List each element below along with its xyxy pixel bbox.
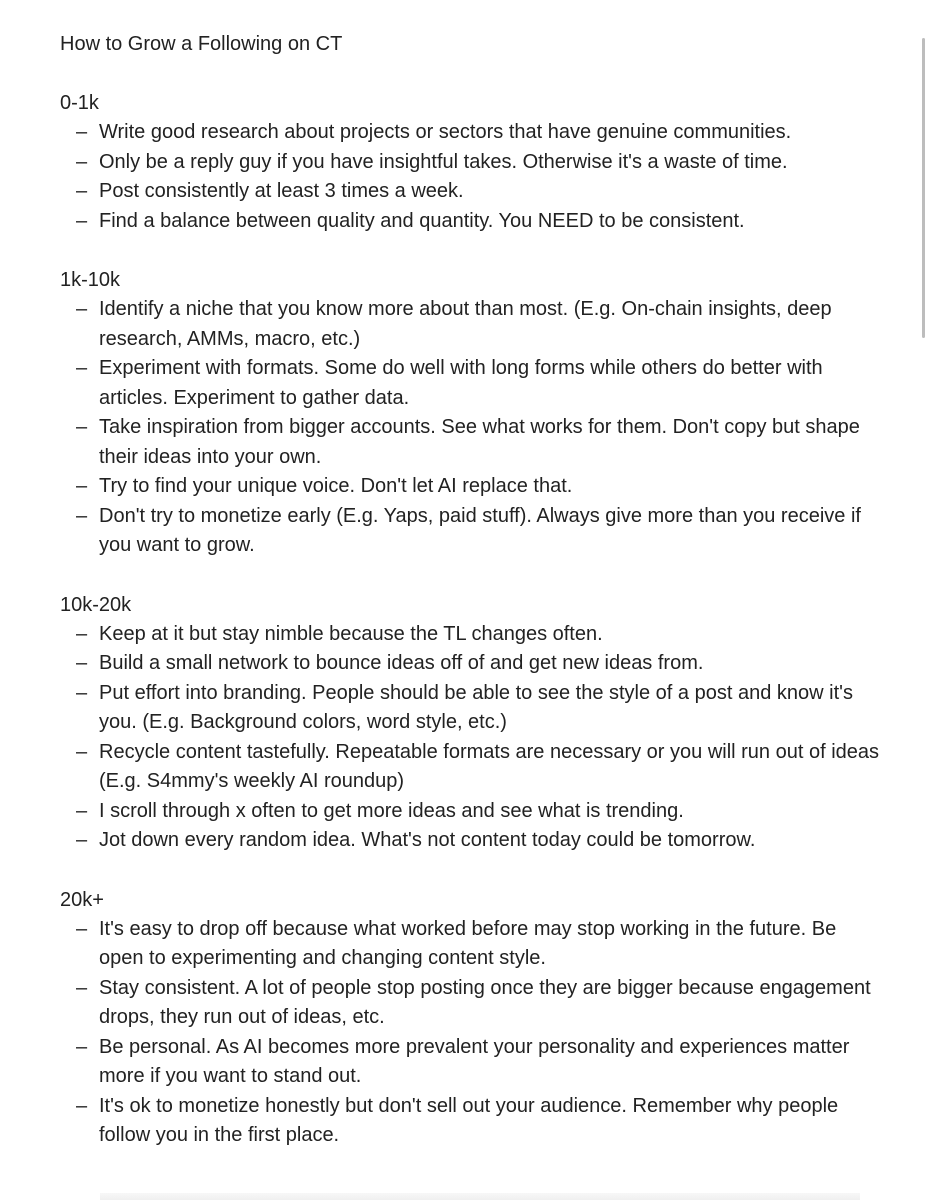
- list-item: [60, 826, 880, 856]
- list-item: [60, 797, 880, 827]
- bullet-list: [60, 295, 880, 561]
- list-item: [60, 915, 880, 974]
- list-item: [60, 649, 880, 679]
- dash-bullet-icon: –: [76, 740, 88, 763]
- dash-bullet-icon: –: [76, 357, 88, 379]
- list-item-text: Post consistently at least 3 times a week.: [99, 180, 464, 202]
- cut-off-text-line: [100, 1193, 860, 1200]
- section-heading: 1k-10k: [60, 269, 121, 291]
- section-heading: 10k-20k: [60, 593, 132, 616]
- dash-bullet-icon: –: [76, 829, 88, 851]
- list-item-text: Only be a reply guy if you have insightful takes. Otherwise it's a waste of time.: [99, 150, 788, 173]
- bullet-list: [60, 915, 880, 1151]
- list-item-text: Jot down every random idea. What's not content today could be tomorrow.: [99, 829, 756, 851]
- bullet-list: [60, 620, 880, 856]
- dash-bullet-icon: –: [76, 652, 88, 674]
- section-1k-10k: [60, 265, 880, 561]
- list-item: [60, 472, 880, 502]
- dash-bullet-icon: –: [76, 150, 88, 173]
- section-10k-20k: [60, 590, 880, 856]
- dash-bullet-icon: –: [76, 976, 88, 999]
- dash-bullet-icon: –: [76, 681, 88, 704]
- dash-bullet-icon: –: [76, 917, 88, 940]
- dash-bullet-icon: –: [76, 298, 88, 320]
- list-item: [60, 295, 880, 354]
- list-item-text: Find a balance between quality and quantity. You NEED to be consistent.: [99, 209, 745, 232]
- section-heading: 0-1k: [60, 92, 99, 114]
- list-item-text: Write good research about projects or sectors that have genuine communities.: [99, 121, 792, 143]
- list-item: [60, 118, 880, 148]
- note-title: How to Grow a Following on CT: [60, 33, 343, 55]
- list-item-text: It's ok to monetize honestly but don't sell out your audience. Remember why people follow you in the first place.: [99, 1094, 839, 1146]
- dash-bullet-icon: –: [76, 799, 88, 822]
- list-item: [60, 679, 880, 738]
- list-item: [60, 738, 880, 797]
- list-item-text: Recycle content tastefully. Repeatable formats are necessary or you will run out of ideas (E.g. S4mmy's weekly AI roundup): [99, 740, 880, 792]
- list-item: [60, 1092, 880, 1151]
- dash-bullet-icon: –: [76, 1094, 88, 1117]
- vertical-scrollbar[interactable]: [922, 38, 925, 338]
- dash-bullet-icon: –: [76, 504, 88, 527]
- list-item-text: Put effort into branding. People should be able to see the style of a post and know it's you. (E.g. Background colors, word style, etc.): [99, 681, 853, 733]
- dash-bullet-icon: –: [76, 622, 88, 645]
- list-item-text: Take inspiration from bigger accounts. See what works for them. Don't copy but shape their ideas into your own.: [99, 416, 860, 468]
- list-item-text: Experiment with formats. Some do well with long forms while others do better with articles. Experiment to gather data.: [99, 357, 823, 409]
- dash-bullet-icon: –: [76, 180, 88, 202]
- bullet-list: [60, 118, 880, 236]
- list-item: [60, 207, 880, 237]
- list-item-text: I scroll through x often to get more ideas and see what is trending.: [99, 799, 684, 822]
- list-item: [60, 413, 880, 472]
- list-item: [60, 354, 880, 413]
- list-item: [60, 502, 880, 561]
- list-item: [60, 177, 880, 207]
- dash-bullet-icon: –: [76, 121, 88, 143]
- list-item-text: Try to find your unique voice. Don't let AI replace that.: [99, 475, 573, 497]
- list-item: [60, 148, 880, 178]
- dash-bullet-icon: –: [76, 209, 88, 232]
- dash-bullet-icon: –: [76, 1035, 88, 1058]
- list-item-text: Don't try to monetize early (E.g. Yaps, paid stuff). Always give more than you receive if you want to grow.: [99, 504, 861, 556]
- section-0-1k: [60, 88, 880, 236]
- list-item: [60, 1033, 880, 1092]
- dash-bullet-icon: –: [76, 416, 88, 438]
- section-heading: 20k+: [60, 888, 104, 911]
- note-content[interactable]: [60, 29, 880, 1151]
- list-item-text: Keep at it but stay nimble because the TL changes often.: [99, 622, 603, 645]
- list-item-text: Be personal. As AI becomes more prevalent your personality and experiences matter more if you want to stand out.: [99, 1035, 850, 1087]
- list-item-text: It's easy to drop off because what worked before may stop working in the future. Be open to experimenting and changing content style.: [99, 917, 837, 969]
- list-item: [60, 974, 880, 1033]
- list-item-text: Stay consistent. A lot of people stop posting once they are bigger because engagement drops, they run out of ideas, etc.: [99, 976, 871, 1028]
- section-20k-plus: [60, 885, 880, 1151]
- list-item-text: Build a small network to bounce ideas off of and get new ideas from.: [99, 652, 704, 674]
- list-item-text: Identify a niche that you know more about than most. (E.g. On-chain insights, deep research, AMMs, macro, etc.): [99, 298, 832, 350]
- list-item: [60, 620, 880, 650]
- dash-bullet-icon: –: [76, 475, 88, 497]
